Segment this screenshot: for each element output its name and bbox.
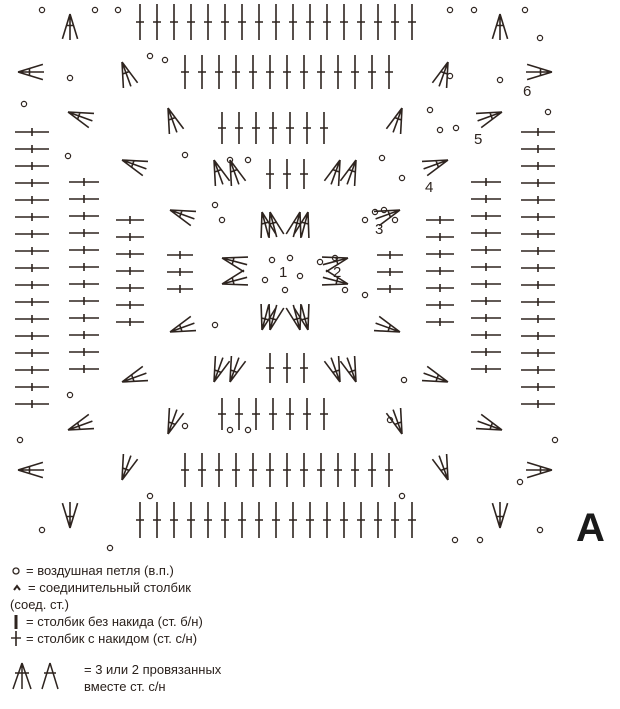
- cluster-stitch: [122, 160, 148, 176]
- chain-stitch: [447, 73, 452, 78]
- double-crochet-stitch: [300, 55, 308, 89]
- double-crochet-stitch: [272, 502, 280, 538]
- double-crochet-stitch: [286, 398, 294, 430]
- double-crochet-stitch: [116, 267, 144, 275]
- double-crochet-stitch: [303, 112, 311, 144]
- chain-stitch: [227, 427, 232, 432]
- round-number-3: 3: [375, 221, 384, 238]
- cluster-stitch: [432, 62, 448, 88]
- double-crochet-stitch: [323, 502, 331, 538]
- legend-cluster: [10, 661, 290, 695]
- cluster-stitch: [122, 454, 138, 480]
- double-crochet-stitch: [198, 453, 206, 487]
- double-crochet-stitch: [521, 332, 555, 340]
- chain-stitch: [392, 217, 397, 222]
- double-crochet-stitch: [69, 297, 99, 305]
- legend-single-crochet: [10, 613, 290, 630]
- double-crochet-stitch: [15, 332, 49, 340]
- chain-stitch: [399, 493, 404, 498]
- double-crochet-stitch: [69, 263, 99, 271]
- double-crochet-stitch: [235, 112, 243, 144]
- double-crochet-stitch: [266, 353, 274, 383]
- double-crochet-stitch: [385, 55, 393, 89]
- cluster-2dc-icon: [38, 661, 62, 691]
- double-crochet-stitch: [408, 502, 416, 538]
- double-crochet-stitch: [204, 4, 212, 40]
- cluster-stitch: [122, 62, 138, 88]
- double-crochet-stitch: [300, 159, 308, 189]
- double-crochet-stitch: [471, 314, 501, 322]
- chain-stitch: [477, 537, 482, 542]
- cluster-stitch: [286, 212, 301, 238]
- round-number-6: 6: [523, 83, 532, 100]
- double-crochet-stitch: [286, 112, 294, 144]
- double-crochet-stitch: [69, 212, 99, 220]
- double-crochet-icon: [10, 630, 22, 647]
- legend-double-crochet: [10, 630, 290, 647]
- double-crochet-stitch: [116, 318, 144, 326]
- double-crochet-stitch: [116, 301, 144, 309]
- chain-stitch: [269, 257, 274, 262]
- double-crochet-stitch: [187, 502, 195, 538]
- cluster-stitch: [222, 270, 248, 285]
- chain-stitch: [427, 107, 432, 112]
- chain-stitch: [522, 7, 527, 12]
- single-crochet-icon: [10, 613, 22, 630]
- double-crochet-stitch: [69, 348, 99, 356]
- slip-stitch-icon: [10, 579, 24, 596]
- cluster-stitch: [476, 112, 502, 128]
- double-crochet-stitch: [521, 383, 555, 391]
- cluster-stitch: [422, 366, 448, 382]
- double-crochet-stitch: [221, 502, 229, 538]
- double-crochet-stitch: [15, 230, 49, 238]
- cluster-stitch: [168, 108, 184, 134]
- double-crochet-stitch: [521, 196, 555, 204]
- double-crochet-stitch: [266, 159, 274, 189]
- cluster-stitch: [422, 160, 448, 176]
- cluster-stitch: [68, 414, 94, 430]
- double-crochet-stitch: [471, 178, 501, 186]
- double-crochet-stitch: [521, 366, 555, 374]
- chain-stitch: [107, 545, 112, 550]
- chain-stitch: [212, 202, 217, 207]
- double-crochet-stitch: [471, 331, 501, 339]
- double-crochet-stitch: [252, 112, 260, 144]
- double-crochet-stitch: [426, 233, 454, 241]
- cluster-stitch: [214, 356, 230, 382]
- cluster-stitch: [230, 160, 246, 186]
- double-crochet-stitch: [340, 502, 348, 538]
- double-crochet-stitch: [471, 229, 501, 237]
- chain-stitch: [362, 217, 367, 222]
- cluster-stitch: [222, 257, 248, 272]
- double-crochet-stitch: [521, 230, 555, 238]
- double-crochet-stitch: [374, 4, 382, 40]
- double-crochet-stitch: [136, 502, 144, 538]
- double-crochet-stitch: [116, 284, 144, 292]
- chain-stitch: [182, 423, 187, 428]
- double-crochet-stitch: [15, 264, 49, 272]
- double-crochet-stitch: [283, 353, 291, 383]
- legend-single-crochet-text: = столбик без накида (ст. б/н): [26, 614, 203, 629]
- double-crochet-stitch: [15, 128, 49, 136]
- double-crochet-stitch: [521, 400, 555, 408]
- double-crochet-stitch: [269, 112, 277, 144]
- double-crochet-stitch: [521, 315, 555, 323]
- double-crochet-stitch: [317, 453, 325, 487]
- double-crochet-stitch: [303, 398, 311, 430]
- chart-label: A: [576, 506, 605, 550]
- cluster-stitch: [230, 356, 246, 382]
- cluster-stitch: [62, 14, 77, 40]
- double-crochet-stitch: [232, 55, 240, 89]
- double-crochet-stitch: [266, 453, 274, 487]
- double-crochet-stitch: [357, 4, 365, 40]
- chain-stitch: [147, 53, 152, 58]
- chain-stitch: [452, 537, 457, 542]
- legend-slip-stitch-text: = соединительный столбик: [28, 580, 191, 595]
- double-crochet-stitch: [170, 4, 178, 40]
- double-crochet-stitch: [15, 400, 49, 408]
- cluster-stitch: [324, 160, 340, 186]
- double-crochet-stitch: [167, 251, 193, 259]
- double-crochet-stitch: [249, 55, 257, 89]
- legend-chain: [10, 562, 290, 579]
- double-crochet-stitch: [521, 145, 555, 153]
- double-crochet-stitch: [198, 55, 206, 89]
- legend-cluster-line2: вместе ст. с/н: [84, 679, 166, 694]
- chain-stitch: [219, 217, 224, 222]
- cluster-stitch: [324, 356, 340, 382]
- chain-stitch: [282, 287, 287, 292]
- chain-stitch: [399, 175, 404, 180]
- double-crochet-stitch: [15, 366, 49, 374]
- chain-stitch: [212, 322, 217, 327]
- double-crochet-stitch: [521, 128, 555, 136]
- double-crochet-stitch: [215, 453, 223, 487]
- double-crochet-stitch: [426, 301, 454, 309]
- double-crochet-stitch: [69, 331, 99, 339]
- double-crochet-stitch: [521, 349, 555, 357]
- double-crochet-stitch: [521, 281, 555, 289]
- chain-stitch: [67, 75, 72, 80]
- double-crochet-stitch: [289, 502, 297, 538]
- double-crochet-stitch: [471, 212, 501, 220]
- double-crochet-stitch: [283, 55, 291, 89]
- double-crochet-stitch: [187, 4, 195, 40]
- double-crochet-stitch: [215, 55, 223, 89]
- chain-stitch: [287, 255, 292, 260]
- double-crochet-stitch: [15, 349, 49, 357]
- double-crochet-stitch: [232, 453, 240, 487]
- double-crochet-stitch: [368, 55, 376, 89]
- double-crochet-stitch: [521, 264, 555, 272]
- cluster-stitch: [122, 366, 148, 382]
- cluster-stitch: [170, 316, 196, 332]
- double-crochet-stitch: [15, 298, 49, 306]
- double-crochet-stitch: [521, 179, 555, 187]
- double-crochet-stitch: [15, 162, 49, 170]
- cluster-stitch: [432, 454, 448, 480]
- double-crochet-stitch: [167, 285, 193, 293]
- double-crochet-stitch: [69, 195, 99, 203]
- chain-stitch: [453, 125, 458, 130]
- double-crochet-stitch: [521, 213, 555, 221]
- double-crochet-stitch: [116, 233, 144, 241]
- double-crochet-stitch: [69, 178, 99, 186]
- double-crochet-stitch: [426, 267, 454, 275]
- double-crochet-stitch: [204, 502, 212, 538]
- double-crochet-stitch: [377, 251, 403, 259]
- double-crochet-stitch: [351, 55, 359, 89]
- cluster-stitch: [374, 316, 400, 332]
- chain-stitch: [342, 287, 347, 292]
- double-crochet-stitch: [426, 284, 454, 292]
- double-crochet-stitch: [377, 285, 403, 293]
- chain-stitch: [497, 77, 502, 82]
- double-crochet-stitch: [521, 298, 555, 306]
- chain-stitch: [537, 527, 542, 532]
- double-crochet-stitch: [471, 348, 501, 356]
- double-crochet-stitch: [15, 315, 49, 323]
- double-crochet-stitch: [249, 453, 257, 487]
- cluster-stitch: [286, 304, 301, 330]
- cluster-stitch: [214, 160, 230, 186]
- double-crochet-stitch: [181, 55, 189, 89]
- chain-stitch-icon: [10, 562, 22, 579]
- double-crochet-stitch: [116, 250, 144, 258]
- round-number-1: 1: [279, 264, 288, 281]
- double-crochet-stitch: [153, 4, 161, 40]
- double-crochet-stitch: [69, 314, 99, 322]
- legend-cluster-line1: = 3 или 2 провязанных: [84, 662, 222, 677]
- double-crochet-stitch: [238, 502, 246, 538]
- double-crochet-stitch: [289, 4, 297, 40]
- double-crochet-stitch: [408, 4, 416, 40]
- cluster-stitch: [386, 108, 402, 134]
- chain-stitch: [517, 479, 522, 484]
- cluster-stitch: [340, 356, 356, 382]
- legend-slip-stitch-abbr-text: (соед. ст.): [10, 597, 69, 612]
- double-crochet-stitch: [221, 4, 229, 40]
- chain-stitch: [245, 157, 250, 162]
- chain-stitch: [471, 7, 476, 12]
- legend-double-crochet-text: = столбик с накидом (ст. с/н): [26, 631, 198, 646]
- double-crochet-stitch: [426, 318, 454, 326]
- cluster-stitch: [269, 304, 284, 330]
- double-crochet-stitch: [300, 353, 308, 383]
- double-crochet-stitch: [521, 247, 555, 255]
- double-crochet-stitch: [69, 365, 99, 373]
- double-crochet-stitch: [374, 502, 382, 538]
- chain-stitch: [39, 527, 44, 532]
- double-crochet-stitch: [238, 4, 246, 40]
- chain-stitch: [115, 7, 120, 12]
- double-crochet-stitch: [15, 179, 49, 187]
- double-crochet-stitch: [471, 246, 501, 254]
- double-crochet-stitch: [218, 398, 226, 430]
- double-crochet-stitch: [385, 453, 393, 487]
- chain-stitch: [379, 155, 384, 160]
- chain-stitch: [182, 152, 187, 157]
- double-crochet-stitch: [323, 4, 331, 40]
- chain-stitch: [552, 437, 557, 442]
- chain-stitch: [39, 7, 44, 12]
- double-crochet-stitch: [136, 4, 144, 40]
- legend-slip-stitch-abbr: [10, 596, 290, 613]
- chain-stitch: [297, 273, 302, 278]
- chain-stitch: [537, 35, 542, 40]
- chain-stitch: [401, 377, 406, 382]
- double-crochet-stitch: [471, 365, 501, 373]
- double-crochet-stitch: [153, 502, 161, 538]
- cluster-stitch: [526, 462, 552, 477]
- chain-stitch: [162, 57, 167, 62]
- double-crochet-stitch: [15, 383, 49, 391]
- double-crochet-stitch: [69, 246, 99, 254]
- chain-stitch: [437, 127, 442, 132]
- double-crochet-stitch: [471, 195, 501, 203]
- double-crochet-stitch: [306, 502, 314, 538]
- double-crochet-stitch: [235, 398, 243, 430]
- cluster-stitch: [168, 408, 184, 434]
- cluster-stitch: [340, 160, 356, 186]
- double-crochet-stitch: [320, 112, 328, 144]
- chain-stitch: [65, 153, 70, 158]
- legend-chain-text: = воздушная петля (в.п.): [26, 563, 174, 578]
- cluster-stitch: [68, 112, 94, 128]
- double-crochet-stitch: [471, 297, 501, 305]
- double-crochet-stitch: [368, 453, 376, 487]
- double-crochet-stitch: [334, 453, 342, 487]
- double-crochet-stitch: [471, 280, 501, 288]
- legend: [10, 562, 290, 695]
- double-crochet-stitch: [252, 398, 260, 430]
- double-crochet-stitch: [181, 453, 189, 487]
- double-crochet-stitch: [357, 502, 365, 538]
- double-crochet-stitch: [300, 453, 308, 487]
- double-crochet-stitch: [426, 250, 454, 258]
- double-crochet-stitch: [334, 55, 342, 89]
- double-crochet-stitch: [218, 112, 226, 144]
- double-crochet-stitch: [116, 216, 144, 224]
- double-crochet-stitch: [269, 398, 277, 430]
- round-number-5: 5: [474, 131, 483, 148]
- double-crochet-stitch: [272, 4, 280, 40]
- chain-stitch: [245, 427, 250, 432]
- cluster-stitch: [492, 14, 507, 40]
- double-crochet-stitch: [306, 4, 314, 40]
- double-crochet-stitch: [167, 268, 193, 276]
- cluster-3dc-icon: [10, 661, 34, 691]
- double-crochet-stitch: [69, 229, 99, 237]
- double-crochet-stitch: [377, 268, 403, 276]
- round-number-2: 2: [333, 264, 342, 281]
- double-crochet-stitch: [255, 4, 263, 40]
- double-crochet-stitch: [15, 281, 49, 289]
- double-crochet-stitch: [317, 55, 325, 89]
- cluster-stitch: [170, 210, 196, 226]
- double-crochet-stitch: [255, 502, 263, 538]
- cluster-stitch: [269, 212, 284, 238]
- chain-stitch: [92, 7, 97, 12]
- double-crochet-stitch: [521, 162, 555, 170]
- double-crochet-stitch: [15, 196, 49, 204]
- cluster-stitch: [526, 64, 552, 79]
- chain-stitch: [447, 7, 452, 12]
- chain-stitch: [67, 392, 72, 397]
- cluster-stitch: [18, 462, 44, 477]
- chain-stitch: [317, 259, 322, 264]
- double-crochet-stitch: [283, 159, 291, 189]
- double-crochet-stitch: [15, 247, 49, 255]
- double-crochet-stitch: [351, 453, 359, 487]
- double-crochet-stitch: [391, 502, 399, 538]
- chain-stitch: [147, 493, 152, 498]
- double-crochet-stitch: [170, 502, 178, 538]
- cluster-stitch: [492, 502, 507, 528]
- cluster-stitch: [62, 502, 77, 528]
- cluster-stitch: [386, 408, 402, 434]
- double-crochet-stitch: [320, 398, 328, 430]
- double-crochet-stitch: [15, 213, 49, 221]
- double-crochet-stitch: [15, 145, 49, 153]
- chain-stitch: [362, 292, 367, 297]
- cluster-stitch: [18, 64, 44, 79]
- double-crochet-stitch: [391, 4, 399, 40]
- chain-stitch: [262, 277, 267, 282]
- double-crochet-stitch: [283, 453, 291, 487]
- double-crochet-stitch: [471, 263, 501, 271]
- double-crochet-stitch: [340, 4, 348, 40]
- double-crochet-stitch: [426, 216, 454, 224]
- double-crochet-stitch: [266, 55, 274, 89]
- legend-slip-stitch: [10, 579, 290, 596]
- cluster-stitch: [476, 414, 502, 430]
- double-crochet-stitch: [69, 280, 99, 288]
- round-number-4: 4: [425, 179, 434, 196]
- chain-stitch: [21, 101, 26, 106]
- chain-stitch: [17, 437, 22, 442]
- chain-stitch: [545, 109, 550, 114]
